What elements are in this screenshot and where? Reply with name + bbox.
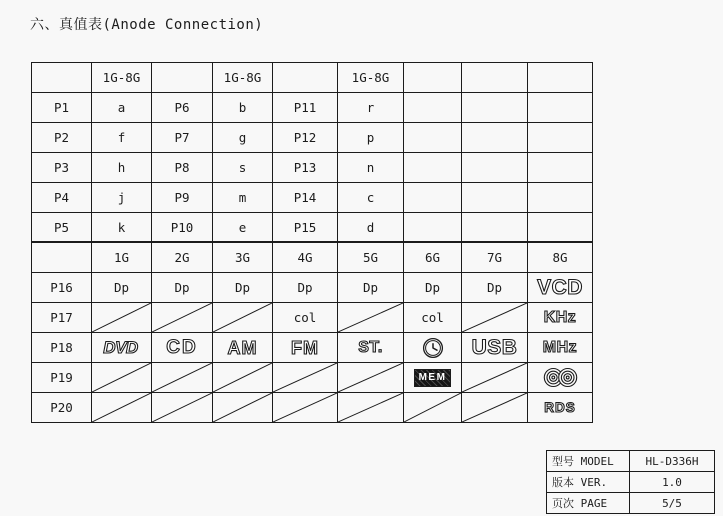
row-label: P10 bbox=[152, 213, 213, 243]
crossed-cell bbox=[462, 363, 528, 393]
col-header: 6G bbox=[404, 243, 462, 273]
cd-logo: CD bbox=[166, 337, 198, 358]
row-label: P2 bbox=[32, 123, 92, 153]
row-label: P15 bbox=[273, 213, 338, 243]
crossed-cell bbox=[338, 363, 404, 393]
crossed-cell bbox=[273, 393, 338, 423]
crossed-cell bbox=[152, 393, 213, 423]
diagonal-line bbox=[152, 303, 212, 332]
segment-value: p bbox=[338, 123, 404, 153]
diagonal-line bbox=[404, 393, 461, 422]
segment-value: Dp bbox=[152, 273, 213, 303]
crossed-cell bbox=[92, 393, 152, 423]
col-header: 8G bbox=[528, 243, 593, 273]
segment-value: Dp bbox=[462, 273, 528, 303]
col-header: 1G-8G bbox=[92, 63, 152, 93]
row-label: P17 bbox=[32, 303, 92, 333]
rds-logo: RDS bbox=[544, 399, 576, 415]
info-box bbox=[546, 450, 715, 514]
empty-cell bbox=[528, 183, 593, 213]
khz-logo: KHz bbox=[543, 308, 577, 326]
logo-cell bbox=[528, 273, 593, 303]
logo-cell bbox=[152, 333, 213, 363]
double-discs-cell bbox=[528, 363, 593, 393]
diagonal-line bbox=[273, 393, 337, 422]
empty-cell bbox=[462, 183, 528, 213]
crossed-cell bbox=[273, 363, 338, 393]
empty-cell bbox=[404, 93, 462, 123]
diagonal-line bbox=[92, 393, 151, 422]
row-label: P18 bbox=[32, 333, 92, 363]
logo-cell bbox=[462, 333, 528, 363]
logo-cell bbox=[92, 333, 152, 363]
page-title: 六、真值表(Anode Connection) bbox=[30, 17, 264, 33]
col-header: 5G bbox=[338, 243, 404, 273]
empty-cell bbox=[404, 63, 462, 93]
row-label: P20 bbox=[32, 393, 92, 423]
col-header: 4G bbox=[273, 243, 338, 273]
row-label: P7 bbox=[152, 123, 213, 153]
logo-cell bbox=[528, 303, 593, 333]
row-label: P16 bbox=[32, 273, 92, 303]
segment-value: k bbox=[92, 213, 152, 243]
version-label: 版本 VER. bbox=[547, 472, 630, 493]
segment-value: h bbox=[92, 153, 152, 183]
diagonal-line bbox=[462, 363, 527, 392]
empty-cell bbox=[462, 153, 528, 183]
logo-cell bbox=[213, 333, 273, 363]
crossed-cell bbox=[152, 303, 213, 333]
crossed-cell bbox=[213, 303, 273, 333]
col-header: 1G-8G bbox=[338, 63, 404, 93]
clock-cell bbox=[404, 333, 462, 363]
diagonal-line bbox=[152, 363, 212, 392]
row-label: P6 bbox=[152, 93, 213, 123]
empty-cell bbox=[462, 93, 528, 123]
empty-cell bbox=[404, 123, 462, 153]
empty-cell bbox=[404, 153, 462, 183]
empty-cell bbox=[528, 93, 593, 123]
diagonal-line bbox=[152, 393, 212, 422]
col-header: 1G-8G bbox=[213, 63, 273, 93]
segment-value: f bbox=[92, 123, 152, 153]
crossed-cell bbox=[338, 303, 404, 333]
double-disc-icon bbox=[543, 367, 578, 388]
diagonal-line bbox=[462, 393, 527, 422]
logo-cell bbox=[338, 333, 404, 363]
diagonal-line bbox=[338, 303, 403, 332]
model-label: 型号 MODEL bbox=[547, 451, 630, 472]
st-logo: ST. bbox=[358, 338, 383, 356]
segment-value: r bbox=[338, 93, 404, 123]
segment-value: Dp bbox=[213, 273, 273, 303]
row-label: P4 bbox=[32, 183, 92, 213]
dvd-logo: DVD bbox=[103, 338, 138, 357]
segment-value: Dp bbox=[92, 273, 152, 303]
segment-value: Dp bbox=[338, 273, 404, 303]
page-number-value: 5/5 bbox=[630, 493, 715, 514]
mhz-logo: MHz bbox=[542, 338, 578, 356]
row-label: P3 bbox=[32, 153, 92, 183]
crossed-cell bbox=[462, 303, 528, 333]
col-header: 7G bbox=[462, 243, 528, 273]
diagonal-line bbox=[92, 363, 151, 392]
diagonal-line bbox=[213, 363, 272, 392]
diagonal-line bbox=[213, 393, 272, 422]
diagonal-line bbox=[462, 303, 527, 332]
diagonal-line bbox=[338, 363, 403, 392]
segment-value: s bbox=[213, 153, 273, 183]
vcd-logo: VCD bbox=[537, 276, 583, 299]
badge-cell bbox=[404, 363, 462, 393]
row-label: P19 bbox=[32, 363, 92, 393]
diagonal-line bbox=[92, 303, 151, 332]
truth-table bbox=[31, 62, 593, 423]
segment-value: d bbox=[338, 213, 404, 243]
segment-value: m bbox=[213, 183, 273, 213]
diagonal-line bbox=[338, 393, 403, 422]
crossed-cell bbox=[152, 363, 213, 393]
empty-cell bbox=[528, 63, 593, 93]
empty-cell bbox=[462, 123, 528, 153]
col-header: 1G bbox=[92, 243, 152, 273]
diagonal-line bbox=[213, 303, 272, 332]
model-value: HL-D336H bbox=[630, 451, 715, 472]
col-header: 2G bbox=[152, 243, 213, 273]
usb-logo: USB bbox=[471, 336, 518, 359]
diagonal-line bbox=[273, 363, 337, 392]
crossed-cell bbox=[213, 363, 273, 393]
empty-cell bbox=[528, 213, 593, 243]
fm-logo: FM bbox=[291, 337, 319, 358]
segment-value: c bbox=[338, 183, 404, 213]
mem-badge: MEM bbox=[414, 369, 452, 387]
row-label: P9 bbox=[152, 183, 213, 213]
crossed-cell bbox=[92, 363, 152, 393]
segment-value: Dp bbox=[273, 273, 338, 303]
segment-value: a bbox=[92, 93, 152, 123]
segment-value: Dp bbox=[404, 273, 462, 303]
segment-value: col bbox=[404, 303, 462, 333]
crossed-cell bbox=[404, 393, 462, 423]
col-header: 3G bbox=[213, 243, 273, 273]
row-label: P8 bbox=[152, 153, 213, 183]
segment-value: col bbox=[273, 303, 338, 333]
clock-icon bbox=[422, 337, 444, 359]
row-label: P12 bbox=[273, 123, 338, 153]
empty-cell bbox=[152, 63, 213, 93]
row-label: P14 bbox=[273, 183, 338, 213]
row-label: P5 bbox=[32, 213, 92, 243]
crossed-cell bbox=[213, 393, 273, 423]
logo-cell bbox=[528, 393, 593, 423]
crossed-cell bbox=[338, 393, 404, 423]
empty-cell bbox=[462, 213, 528, 243]
segment-value: n bbox=[338, 153, 404, 183]
logo-cell bbox=[528, 333, 593, 363]
crossed-cell bbox=[462, 393, 528, 423]
version-value: 1.0 bbox=[630, 472, 715, 493]
segment-value: j bbox=[92, 183, 152, 213]
empty-cell bbox=[404, 183, 462, 213]
segment-value: b bbox=[213, 93, 273, 123]
empty-cell bbox=[462, 63, 528, 93]
row-label: P11 bbox=[273, 93, 338, 123]
am-logo: AM bbox=[227, 337, 258, 358]
empty-cell bbox=[273, 63, 338, 93]
segment-value: e bbox=[213, 213, 273, 243]
empty-cell bbox=[404, 213, 462, 243]
empty-cell bbox=[528, 123, 593, 153]
page-number-label: 页次 PAGE bbox=[547, 493, 630, 514]
row-label: P1 bbox=[32, 93, 92, 123]
row-label: P13 bbox=[273, 153, 338, 183]
empty-cell bbox=[32, 243, 92, 273]
empty-cell bbox=[528, 153, 593, 183]
segment-value: g bbox=[213, 123, 273, 153]
logo-cell bbox=[273, 333, 338, 363]
empty-cell bbox=[32, 63, 92, 93]
crossed-cell bbox=[92, 303, 152, 333]
